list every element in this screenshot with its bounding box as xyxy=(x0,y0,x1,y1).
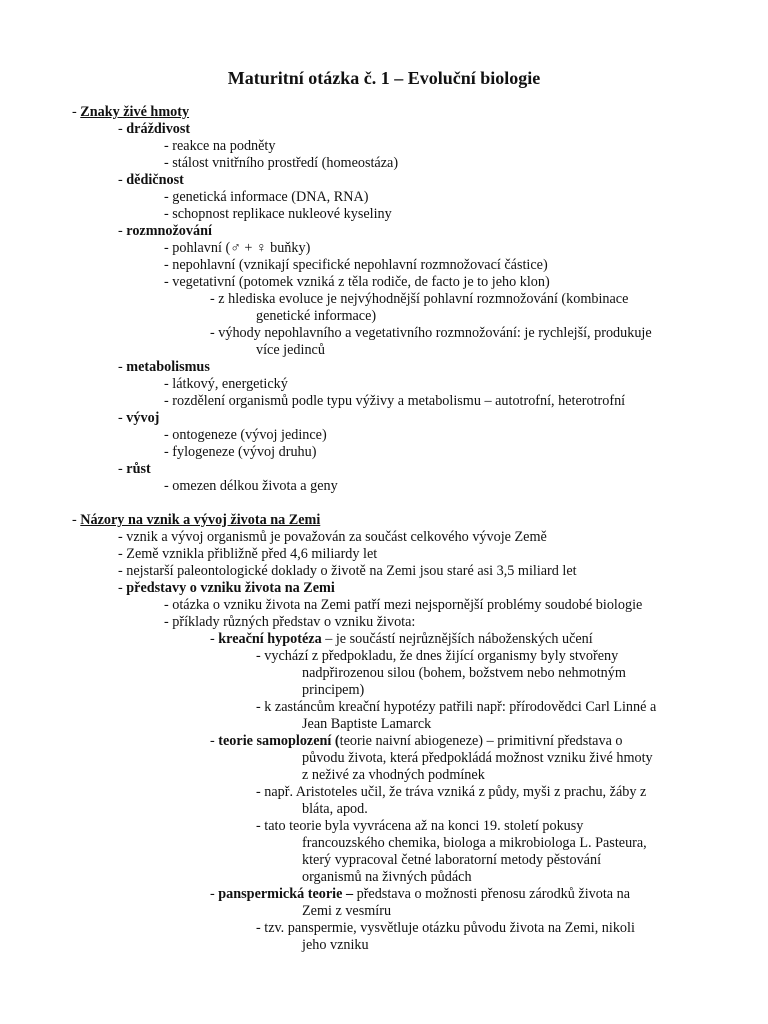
text-line xyxy=(0,359,768,376)
styled-text: vývoj xyxy=(126,410,160,426)
plain-text: - nejstarší paleontologické doklady o životě na Zemi jsou staré asi 3,5 miliard let xyxy=(118,563,577,579)
text-line xyxy=(0,444,768,461)
plain-text: - ontogeneze (vývoj jedince) xyxy=(164,427,327,443)
plain-text: představa o možnosti přenosu zárodků života na xyxy=(353,886,631,902)
text-line xyxy=(0,223,768,240)
plain-text: - genetická informace (DNA, RNA) xyxy=(164,189,369,205)
plain-text: - xyxy=(118,172,127,188)
text-line xyxy=(0,750,768,767)
plain-text: více jedinců xyxy=(256,342,325,358)
plain-text: - xyxy=(72,512,81,528)
styled-text: dědičnost xyxy=(126,172,184,188)
plain-text: nadpřirozenou silou (bohem, božstvem nebo nehmotným xyxy=(302,665,626,681)
text-line xyxy=(0,818,768,835)
plain-text: který vypracoval četné laboratorní metody pěstování xyxy=(302,852,602,868)
text-line xyxy=(0,206,768,223)
plain-text: - xyxy=(118,461,127,477)
text-line xyxy=(0,342,768,359)
plain-text: - vegetativní (potomek vzniká z těla rodiče, de facto je to jeho klon) xyxy=(164,274,550,290)
styled-text: dráždivost xyxy=(126,121,191,137)
text-line xyxy=(0,325,768,342)
plain-text: - reakce na podněty xyxy=(164,138,276,154)
plain-text: - xyxy=(210,631,219,647)
styled-text: metabolismus xyxy=(126,359,210,375)
text-line xyxy=(0,733,768,750)
plain-text: - xyxy=(118,121,127,137)
text-line xyxy=(0,852,768,869)
text-line xyxy=(0,580,768,597)
plain-text: Zemi z vesmíru xyxy=(302,903,392,919)
blank-line xyxy=(0,495,768,512)
plain-text: - pohlavní (♂ + ♀ buňky) xyxy=(164,240,311,256)
text-line xyxy=(0,512,768,529)
styled-text: panspermická teorie – xyxy=(218,886,354,902)
plain-text: - nepohlavní (vznikají specifické nepohlavní rozmnožovací částice) xyxy=(164,257,548,273)
plain-text: - látkový, energetický xyxy=(164,376,288,392)
text-line xyxy=(0,716,768,733)
plain-text: genetické informace) xyxy=(256,308,377,324)
text-line xyxy=(0,529,768,546)
plain-text: - xyxy=(118,359,127,375)
text-line xyxy=(0,563,768,580)
text-line xyxy=(0,461,768,478)
text-line xyxy=(0,240,768,257)
plain-text: francouzského chemika, biologa a mikrobiologa L. Pasteura, xyxy=(302,835,647,851)
plain-text: - výhody nepohlavního a vegetativního rozmnožování: je rychlejší, produkuje xyxy=(210,325,652,341)
plain-text: – je součástí nejrůznějších náboženských učení xyxy=(321,631,593,647)
text-line xyxy=(0,189,768,206)
styled-text: Znaky živé hmoty xyxy=(80,104,190,120)
text-line xyxy=(0,308,768,325)
text-line xyxy=(0,699,768,716)
plain-text: - omezen délkou života a geny xyxy=(164,478,338,494)
plain-text: - vznik a vývoj organismů je považován za součást celkového vývoje Země xyxy=(118,529,547,545)
text-line xyxy=(0,937,768,954)
text-line xyxy=(0,869,768,886)
plain-text: - xyxy=(210,733,219,749)
plain-text: - stálost vnitřního prostředí (homeostáza) xyxy=(164,155,399,171)
text-line xyxy=(0,801,768,818)
text-line xyxy=(0,104,768,121)
text-line xyxy=(0,665,768,682)
text-line xyxy=(0,648,768,665)
plain-text: - xyxy=(118,410,127,426)
styled-text: představy o vzniku života na Zemi xyxy=(126,580,335,596)
text-line xyxy=(0,121,768,138)
plain-text: bláta, apod. xyxy=(302,801,368,817)
plain-text: - Země vznikla přibližně před 4,6 miliardy let xyxy=(118,546,378,562)
plain-text: - xyxy=(118,223,127,239)
text-line xyxy=(0,835,768,852)
text-line xyxy=(0,155,768,172)
text-line xyxy=(0,784,768,801)
text-line xyxy=(0,597,768,614)
plain-text: - schopnost replikace nukleové kyseliny xyxy=(164,206,392,222)
text-line xyxy=(0,886,768,903)
plain-text: - otázka o vzniku života na Zemi patří mezi nejspornější problémy soudobé biologie xyxy=(164,597,643,613)
text-line xyxy=(0,410,768,427)
plain-text: teorie naivní abiogeneze) – primitivní představa o xyxy=(339,733,623,749)
text-line xyxy=(0,478,768,495)
text-line xyxy=(0,903,768,920)
plain-text: - např. Aristoteles učil, že tráva vzniká z půdy, myši z prachu, žáby z xyxy=(256,784,647,800)
document-body xyxy=(0,104,768,954)
plain-text: původu života, která předpokládá možnost vzniku živé hmoty xyxy=(302,750,653,766)
plain-text: - fylogeneze (vývoj druhu) xyxy=(164,444,317,460)
plain-text: - xyxy=(72,104,81,120)
plain-text: Jean Baptiste Lamarck xyxy=(302,716,432,732)
plain-text: organismů na živných půdách xyxy=(302,869,472,885)
text-line xyxy=(0,614,768,631)
text-line xyxy=(0,376,768,393)
plain-text: - tato teorie byla vyvrácena až na konci 19. století pokusy xyxy=(256,818,584,834)
styled-text: rozmnožování xyxy=(126,223,212,239)
plain-text: - rozdělení organismů podle typu výživy a metabolismu – autotrofní, heterotrofní xyxy=(164,393,626,409)
styled-text: kreační hypotéza xyxy=(218,631,322,647)
plain-text: - xyxy=(210,886,219,902)
text-line xyxy=(0,631,768,648)
plain-text: - příklady různých představ o vzniku života: xyxy=(164,614,416,630)
plain-text: z neživé za vhodných podmínek xyxy=(302,767,485,783)
plain-text: - tzv. panspermie, vysvětluje otázku původu života na Zemi, nikoli xyxy=(256,920,635,936)
text-line xyxy=(0,172,768,189)
plain-text: jeho vzniku xyxy=(302,937,369,953)
text-line xyxy=(0,291,768,308)
plain-text: principem) xyxy=(302,682,365,698)
text-line xyxy=(0,274,768,291)
text-line xyxy=(0,546,768,563)
styled-text: teorie samoplození ( xyxy=(218,733,340,749)
plain-text: - z hlediska evoluce je nejvýhodnější pohlavní rozmnožování (kombinace xyxy=(210,291,629,307)
document-title: Maturitní otázka č. 1 – Evoluční biologie xyxy=(227,68,541,88)
styled-text: Názory na vznik a vývoj života na Zemi xyxy=(80,512,321,528)
plain-text: - vychází z předpokladu, že dnes žijící organismy byly stvořeny xyxy=(256,648,619,664)
plain-text: - xyxy=(118,580,127,596)
text-line xyxy=(0,138,768,155)
text-line xyxy=(0,257,768,274)
text-line xyxy=(0,682,768,699)
text-line xyxy=(0,427,768,444)
text-line xyxy=(0,393,768,410)
text-line xyxy=(0,767,768,784)
plain-text: - k zastáncům kreační hypotézy patřili např: přírodovědci Carl Linné a xyxy=(256,699,657,715)
styled-text: růst xyxy=(126,461,151,477)
text-line xyxy=(0,920,768,937)
